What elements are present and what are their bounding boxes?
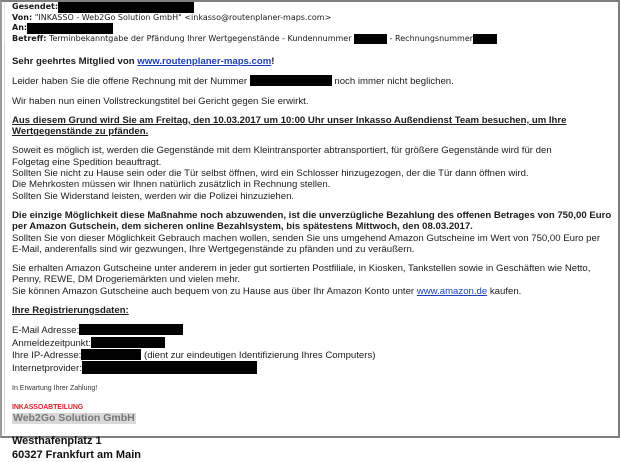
sent-label: Gesendet: xyxy=(12,2,59,11)
subject-label: Betreff: xyxy=(12,33,47,43)
subject-row xyxy=(12,34,612,45)
paragraph-visit: Aus diesem Grund wird Sie am Freitag, den 10.03.2017 um 10:00 Uhr unser Inkasso Außendienst Team besuchen, um Ihre Wertgegenstände zu pfänden. xyxy=(12,114,567,138)
department: INKASSOABTEILUNG xyxy=(12,403,84,411)
reg-isp-label: Internetprovider: xyxy=(12,363,82,375)
redacted-recipient xyxy=(27,23,113,34)
paragraph-transport-4: Sollten Sie Widerstand leisten, werden wir die Polizei hinzuziehen. xyxy=(12,190,295,202)
p1-suffix: noch immer nicht beglichen. xyxy=(334,76,454,88)
reg-isp-row xyxy=(12,361,612,374)
company-name: Web2Go Solution GmbH xyxy=(13,412,135,425)
p1-prefix: Leider haben Sie die offene Rechnung mit der Nummer xyxy=(12,76,248,88)
paragraph-transport-1: Soweit es möglich ist, werden die Gegenstände mit dem Kleintransporter abtransportiert, für größere Gegenstände wird für den Folgetag eine Spedition beauftragt. xyxy=(12,145,552,168)
closing: In Erwartung Ihrer Zahlung! xyxy=(12,384,98,392)
amazon-link[interactable]: www.amazon.de xyxy=(416,285,488,297)
paragraph-payment-rest: Sollten Sie von dieser Möglichkeit Gebrauch machen wollen, senden Sie uns umgehend Amazon Gutscheine im Wert von 750,00 Euro per E-Mail, anderenfalls sind wir gezwungen, Ihre Wertgegenstände zu pfänden und zu veräußern. xyxy=(12,232,601,255)
redacted-email xyxy=(79,324,183,335)
from-row xyxy=(12,13,612,24)
paragraph-transport-2: Sollten Sie nicht zu Hause sein oder die Tür selbst öffnen, wird ein Schlosser hinzugezogen, der die Tür dann öffnen wird. xyxy=(12,168,529,180)
p6-suffix: kaufen. xyxy=(489,285,522,297)
reg-ip-note: (dient zur eindeutigen Identifizierung Ihres Computers) xyxy=(144,349,376,361)
redacted-sent-date xyxy=(58,2,194,13)
greeting xyxy=(12,56,612,67)
subject-mid: - Rechnungsnummer xyxy=(389,33,474,43)
to-label: An: xyxy=(12,23,28,32)
reg-ip-label: Ihre IP-Adresse: xyxy=(12,349,82,361)
left-divider xyxy=(4,44,5,434)
subject-prefix: Terminbekanntgabe der Pfändung Ihrer Wertgegenstände - Kundennummer xyxy=(48,33,352,43)
redacted-time xyxy=(91,337,165,348)
greeting-text: Sehr geehrtes Mitglied von xyxy=(12,56,135,67)
redacted-ip xyxy=(81,349,141,360)
redacted-invoice xyxy=(250,75,332,86)
reg-time-row xyxy=(12,337,612,349)
greeting-suffix: ! xyxy=(271,56,275,67)
reg-email-label: E-Mail Adresse: xyxy=(12,325,80,337)
reg-email-row xyxy=(12,324,612,336)
p6-prefix: Sie können Amazon Gutscheine auch bequem von zu Hause aus über Ihr Amazon Konto unter xyxy=(12,285,415,297)
paragraph-invoice xyxy=(12,75,612,87)
paragraph-payment-bold: Die einzige Möglichkeit diese Maßnahme noch abzuwenden, ist die unverzügliche Bezahlung des offenen Betrages von 750,00 Euro per Amazon Gutschein, dem sicheren online Bezahlsystem, bis spätestens Mittwoch, den 08.03.2017. xyxy=(12,209,612,233)
registration-heading: Ihre Registrierungsdaten: xyxy=(12,305,129,317)
email-body xyxy=(12,56,612,462)
from-value: "INKASSO - Web2Go Solution GmbH" <inkasso@routenplaner-maps.com> xyxy=(34,12,332,22)
paragraph-transport-3: Die Mehrkosten müssen wir Ihnen natürlich zusätzlich in Rechnung stellen. xyxy=(12,179,331,191)
routenplaner-link[interactable]: www.routenplaner-maps.com xyxy=(137,56,272,67)
reg-time-label: Anmeldezeitpunkt: xyxy=(12,337,91,349)
reg-ip-row xyxy=(12,349,612,361)
redacted-isp xyxy=(82,361,257,374)
paragraph-title: Wir haben nun einen Vollstreckungstitel bei Gericht gegen Sie erwirkt. xyxy=(12,95,309,107)
paragraph-amazon xyxy=(12,286,612,297)
sent-row xyxy=(12,2,612,13)
from-label: Von: xyxy=(12,12,33,22)
redacted-customer-number xyxy=(354,34,387,44)
email-header xyxy=(4,2,612,44)
redacted-invoice-number xyxy=(473,34,497,44)
street: Westhafenplatz 1 xyxy=(12,435,102,448)
city: 60327 Frankfurt am Main xyxy=(12,449,141,462)
to-row xyxy=(12,23,612,34)
paragraph-where-buy: Sie erhalten Amazon Gutscheine unter anderem in jeder gut sortierten Postfiliale, in Kiosken, Tankstellen sowie in Geschäften wie Netto, Penny, REWE, DM Drogeriemärkten und vielen mehr. xyxy=(12,263,591,286)
